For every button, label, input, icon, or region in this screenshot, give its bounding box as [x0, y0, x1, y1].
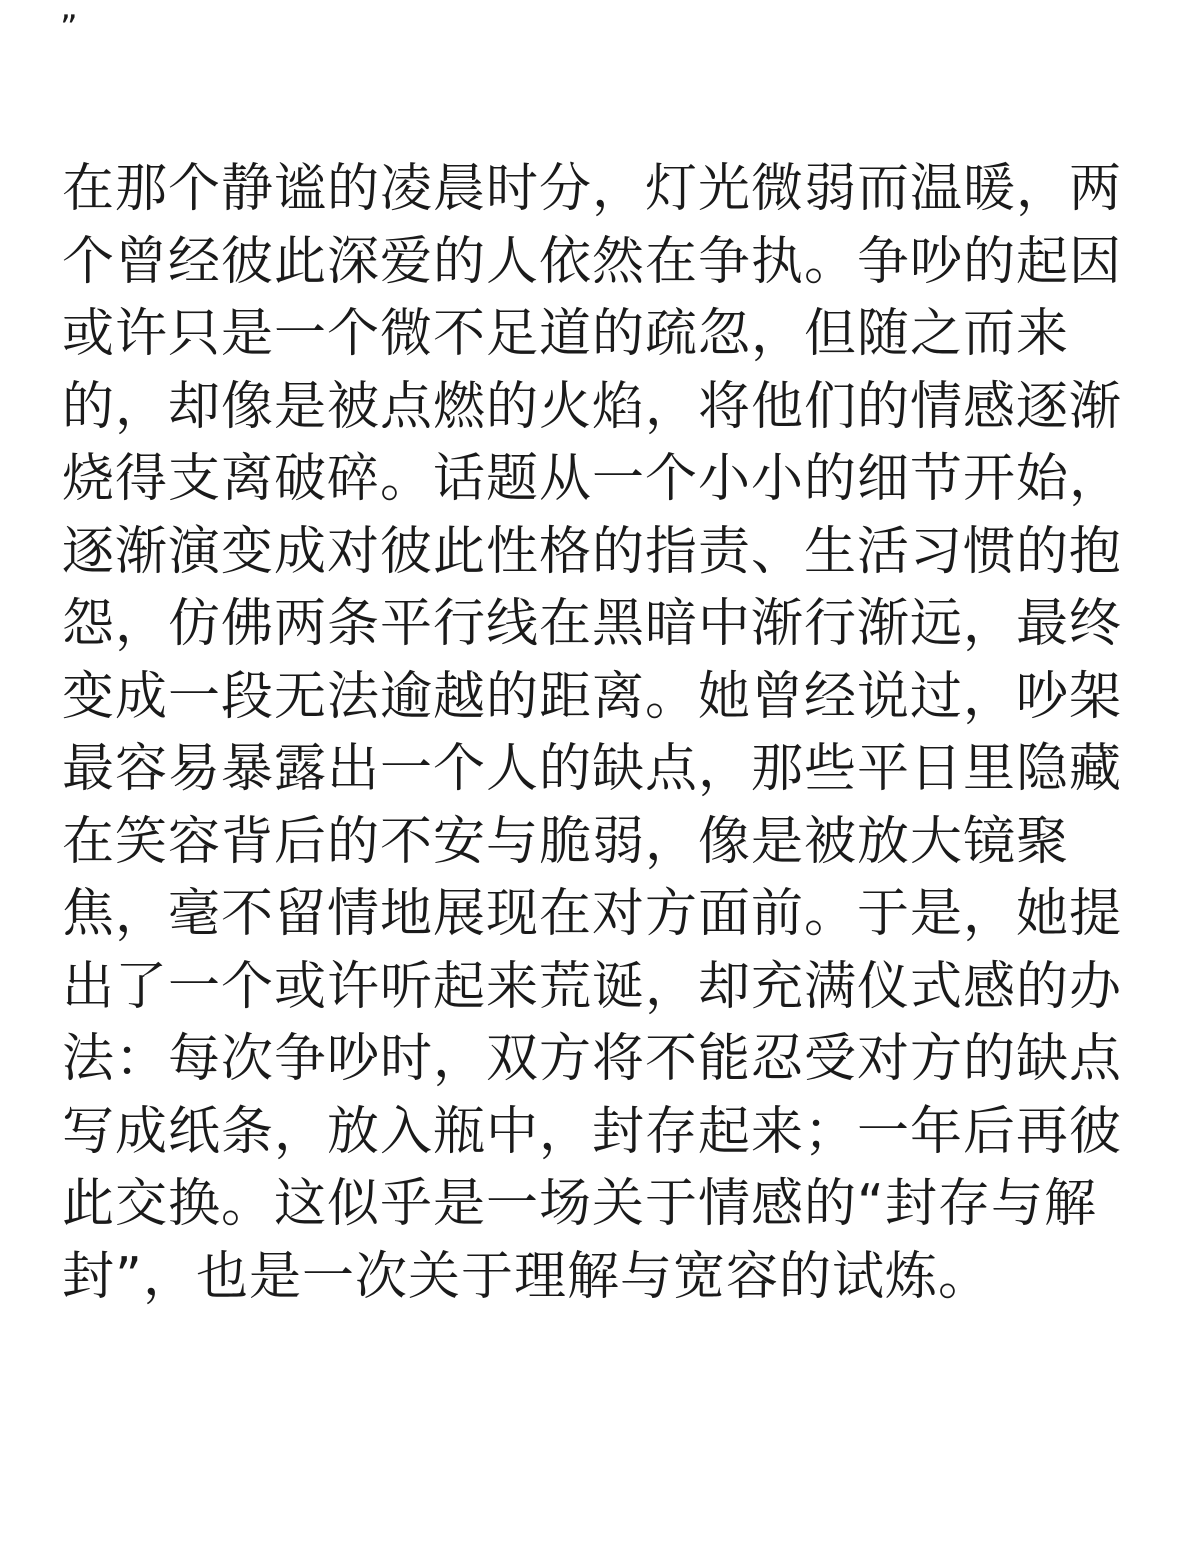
paragraph-line: 写成纸条，放入瓶中，封存起来；一年后再彼 [62, 1101, 1123, 1162]
paragraph-line: 法：每次争吵时，双方将不能忍受对方的缺点 [62, 1029, 1123, 1089]
paragraph-line: 出了一个或许听起来荒诞，却充满仪式感的办 [62, 956, 1123, 1017]
paragraph-line: 封”，也是一次关于理解与宽容的试炼。 [62, 1246, 991, 1307]
paragraph-line: 在笑容背后的不安与脆弱，像是被放大镜聚 [62, 811, 1070, 872]
paragraph-line: 怨，仿佛两条平行线在黑暗中渐行渐远，最终 [62, 594, 1123, 654]
paragraph-line: 焦，毫不留情地展现在对方面前。于是，她提 [62, 884, 1123, 944]
closing-quote-mark: ” [60, 8, 78, 48]
paragraph-line: 变成一段无法逾越的距离。她曾经说过，吵架 [62, 666, 1123, 727]
paragraph-line: 此交换。这似乎是一场关于情感的“封存与解 [62, 1174, 1097, 1234]
article-paragraph [62, 153, 1122, 1313]
paragraph-line: 个曾经彼此深爱的人依然在争执。争吵的起因 [62, 231, 1123, 292]
paragraph-line: 逐渐演变成对彼此性格的指责、生活习惯的抱 [62, 521, 1123, 582]
paragraph-line: 最容易暴露出一个人的缺点，那些平日里隐藏 [62, 739, 1123, 799]
paragraph-line: 的，却像是被点燃的火焰，将他们的情感逐渐 [62, 376, 1123, 437]
paragraph-line: 烧得支离破碎。话题从一个小小的细节开始， [62, 449, 1123, 509]
paragraph-line: 在那个静谧的凌晨时分，灯光微弱而温暖，两 [62, 159, 1123, 219]
paragraph-line: 或许只是一个微不足道的疏忽，但随之而来 [62, 304, 1070, 364]
